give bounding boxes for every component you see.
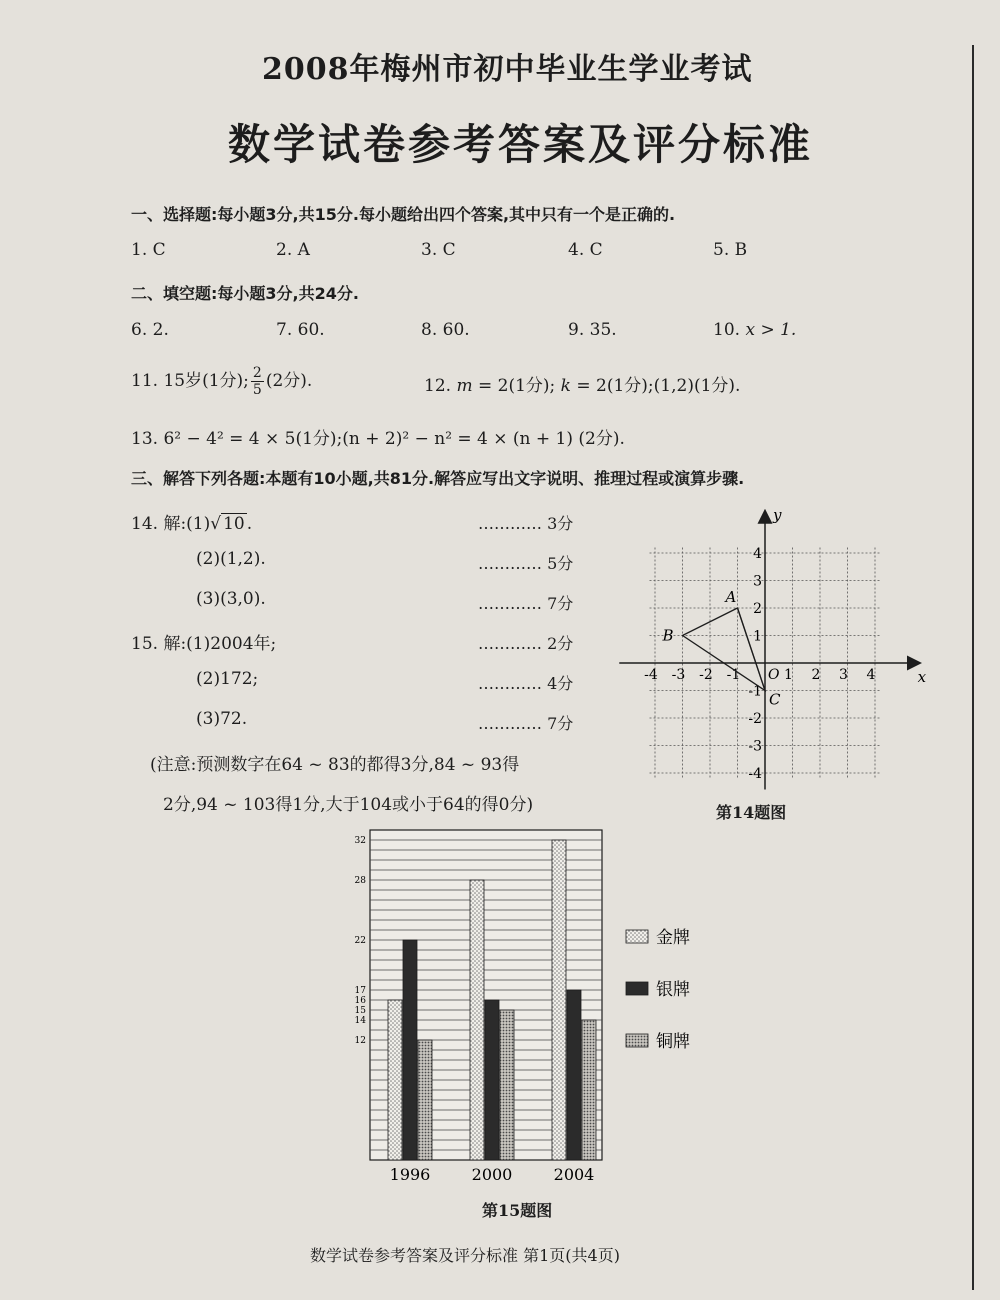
chart-y-tick: 17 (354, 986, 366, 996)
answer-11-fraction (251, 365, 264, 398)
q15-score-2: ………… 4分 (478, 674, 574, 693)
y-tick-label: -3 (748, 738, 762, 755)
point-label-b: B (662, 626, 674, 645)
bar-2004-金牌 (552, 840, 566, 1160)
chart-x-tick-labels (390, 1165, 595, 1184)
figure14-caption: 第14题图 (716, 803, 787, 822)
bar-2000-铜牌 (500, 1010, 514, 1160)
legend-label-2: 铜牌 (656, 1032, 690, 1052)
answer-8: 8. 60. (421, 320, 470, 340)
section3-heading: 三、解答下列各题:本题有10小题,共81分.解答应写出文字说明、推理过程或演算步骤. (131, 469, 745, 488)
legend-swatch-1 (626, 982, 648, 995)
answer-12-end: = 2(1分);(1,2)(1分). (576, 376, 741, 396)
page-title-line2: 数学试卷参考答案及评分标准 (228, 120, 814, 169)
answer-10 (713, 320, 796, 340)
y-tick-labels (748, 546, 762, 782)
q14-part2: (2)(1,2). (196, 549, 266, 569)
y-axis-label: y (773, 506, 782, 524)
point-label-a: A (725, 588, 737, 606)
q15-part1: 15. 解:(1)2004年; (131, 634, 277, 654)
q15-score-1: ………… 2分 (478, 634, 574, 653)
page-footer: 数学试卷参考答案及评分标准 第1页(共4页) (310, 1246, 620, 1265)
q15-part3: (3)72. (196, 709, 248, 729)
right-margin-rule (972, 45, 974, 1290)
answer-12-m: m (456, 376, 473, 396)
figure14-coordinate-grid (610, 500, 940, 790)
triangle-abc (683, 608, 766, 691)
y-tick-label: 4 (753, 546, 762, 562)
bar-1996-银牌 (403, 940, 417, 1160)
q14-score-3: ………… 7分 (478, 594, 574, 613)
x-tick-label: -1 (726, 667, 741, 683)
y-tick-label: -2 (748, 711, 762, 727)
q14-part3: (3)(3,0). (196, 589, 266, 609)
answer-3: 3. C (421, 240, 456, 260)
answer-10-expression: x > 1. (745, 320, 797, 340)
x-axis-label: x (917, 668, 927, 686)
y-tick-label: -4 (748, 766, 762, 782)
chart-legend (626, 928, 690, 1052)
chart-y-tick: 15 (354, 1006, 366, 1016)
sqrt-radicand: 10 (223, 514, 245, 534)
x-tick-label: 3 (839, 667, 848, 683)
answer-12-number: 12. (424, 376, 452, 396)
figure15-caption: 第15题图 (482, 1201, 553, 1220)
q14-part1 (131, 509, 252, 534)
legend-swatch-0 (626, 930, 648, 943)
sqrt-expression: √ 10 (210, 514, 245, 534)
answer-7: 7. 60. (276, 320, 325, 340)
y-tick-label: 3 (753, 573, 762, 590)
answer-9: 9. 35. (568, 320, 617, 340)
chart-x-tick: 1996 (389, 1165, 431, 1184)
bar-2000-银牌 (485, 1000, 499, 1160)
x-tick-label: 2 (811, 667, 821, 683)
q14-score-2: ………… 5分 (478, 554, 574, 573)
bar-1996-铜牌 (418, 1040, 432, 1160)
legend-label-0: 金牌 (656, 928, 690, 948)
fraction-denominator: 5 (252, 382, 262, 398)
fraction-numerator: 2 (252, 365, 262, 381)
answer-11 (131, 365, 312, 398)
answer-5: 5. B (713, 240, 748, 260)
section1-heading: 一、选择题:每小题3分,共15分.每小题给出四个答案,其中只有一个是正确的. (131, 205, 676, 224)
answer-11-prefix: 11. 15岁(1分); (131, 371, 249, 391)
bar-1996-金牌 (388, 1000, 402, 1160)
origin-label: O (768, 667, 780, 683)
legend-label-1: 银牌 (656, 980, 690, 1000)
y-tick-label: 1 (753, 628, 762, 645)
chart-y-tick: 28 (354, 876, 366, 886)
x-tick-label: 1 (784, 667, 793, 683)
q14-dot: . (246, 514, 253, 534)
chart-x-tick: 2000 (471, 1165, 513, 1184)
answer-2: 2. A (276, 240, 310, 260)
y-tick-label: 2 (753, 601, 762, 617)
q14-score-1: ………… 3分 (478, 514, 574, 533)
x-tick-label: 4 (866, 667, 876, 683)
figure15-bar-chart (340, 822, 720, 1192)
note-line-1: (注意:预测数字在64 ~ 83的都得3分,84 ~ 93得 (150, 755, 520, 775)
chart-x-tick: 2004 (553, 1165, 595, 1184)
chart-y-tick-labels (355, 836, 367, 1046)
page-title-line1: 2008年梅州市初中毕业生学业考试 (262, 52, 753, 87)
chart-y-tick: 32 (354, 836, 366, 846)
answer-12-mid: = 2(1分); (477, 376, 556, 396)
chart-y-tick: 12 (354, 1036, 366, 1046)
x-tick-label: -3 (671, 667, 686, 683)
chart-y-tick: 22 (354, 936, 366, 946)
point-label-c: C (769, 690, 781, 709)
answer-12 (424, 371, 740, 396)
q15-part2: (2)172; (196, 669, 259, 689)
x-tick-label: -4 (644, 667, 658, 683)
answer-6: 6. 2. (131, 320, 169, 340)
answer-10-number: 10. (713, 320, 741, 340)
legend-swatch-2 (626, 1034, 648, 1047)
q14-prefix: 14. 解:(1) (131, 514, 211, 534)
answer-12-k: k (560, 376, 571, 396)
bar-2000-金牌 (470, 880, 484, 1160)
chart-y-tick: 16 (354, 996, 366, 1006)
chart-y-tick: 14 (354, 1016, 366, 1026)
q15-score-3: ………… 7分 (478, 714, 574, 733)
y-tick-label: -1 (748, 683, 762, 700)
bar-2004-铜牌 (582, 1020, 596, 1160)
x-tick-label: -2 (699, 667, 713, 683)
answer-1: 1. C (131, 240, 166, 260)
segment-b-c (738, 608, 766, 691)
bar-2004-银牌 (567, 990, 581, 1160)
answer-4: 4. C (568, 240, 603, 260)
note-line-2: 2分,94 ~ 103得1分,大于104或小于64的得0分) (163, 795, 534, 815)
answer-11-suffix: (2分). (265, 371, 313, 391)
section2-heading: 二、填空题:每小题3分,共24分. (131, 284, 359, 303)
answer-13: 13. 6² − 4² = 4 × 5(1分);(n + 2)² − n² = 4 × (n + 1) (2分). (131, 429, 625, 449)
